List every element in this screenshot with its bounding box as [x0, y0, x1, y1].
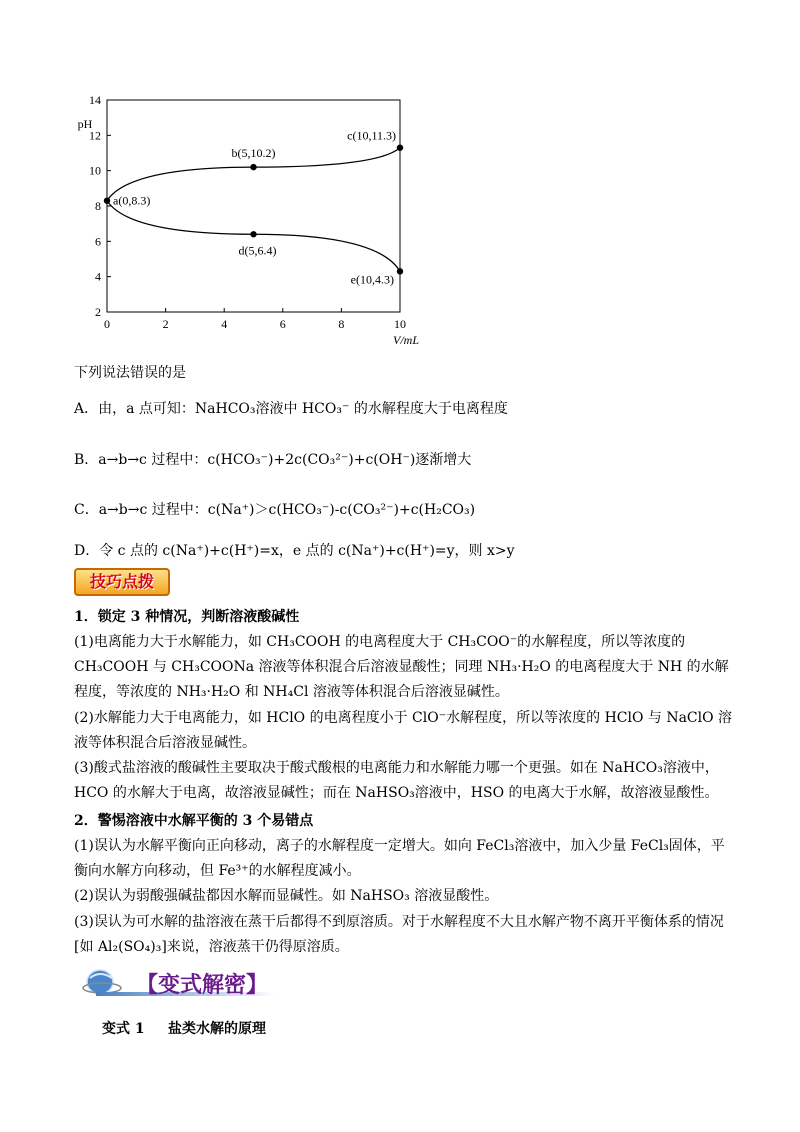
variant-label: 变式 1 — [102, 1021, 145, 1037]
y-tick-label: 4 — [95, 269, 101, 284]
x-tick-label: 0 — [104, 317, 110, 331]
data-point — [104, 198, 110, 204]
option-c: C．a→b→c 过程中：c(Na⁺)＞c(HCO₃⁻)-c(CO₃²⁻)+c(H₂CO₃) — [74, 502, 476, 518]
y-tick-label: 14 — [89, 93, 101, 107]
option-b: B．a→b→c 过程中：c(HCO₃⁻)+2c(CO₃²⁻)+c(OH⁻)逐渐增大 — [74, 452, 472, 468]
y-tick-label: 10 — [89, 163, 101, 178]
data-point-label: b(5,10.2) — [231, 146, 276, 161]
y-axis-label: pH — [77, 117, 93, 131]
x-tick-label: 10 — [394, 317, 406, 331]
data-point — [250, 164, 256, 170]
data-point-label: a(0,8.3) — [113, 193, 151, 208]
question-prompt: 下列说法错误的是 — [74, 365, 186, 381]
x-tick-label: 6 — [279, 317, 286, 331]
y-tick-label: 8 — [95, 199, 101, 213]
data-point — [397, 145, 403, 151]
section1-paragraph-2: (2)水解能力大于电离能力，如 HClO 的电离程度小于 ClO⁻水解程度，所以等浓度的 HClO 与 NaClO 溶液等体积混合后溶液显碱性。 — [74, 710, 733, 751]
y-tick-label: 6 — [95, 234, 101, 249]
data-point-label: e(10,4.3) — [350, 272, 394, 287]
data-point — [397, 268, 403, 274]
titration-chart — [60, 88, 440, 352]
x-tick-label: 2 — [162, 317, 169, 331]
section1-heading: 1．锁定 3 种情况，判断溶液酸碱性 — [74, 609, 300, 625]
x-tick-label: 4 — [221, 317, 228, 331]
banner-title: 【变式解密】 — [136, 973, 269, 998]
option-d: D．令 c 点的 c(Na⁺)+c(H⁺)=x，e 点的 c(Na⁺)+c(H⁺)=y，则 x>y — [74, 543, 515, 559]
x-tick-label: 8 — [338, 317, 345, 331]
x-axis-label: V/mL — [392, 333, 420, 347]
tip-badge-label: 技巧点拨 — [89, 572, 154, 591]
section2-heading: 2．警惕溶液中水解平衡的 3 个易错点 — [74, 813, 314, 829]
section2-paragraph-3: (3)误认为可水解的盐溶液在蒸干后都得不到原溶质。对于水解程度不大且水解产物不离开平衡体系的情况[如 Al₂(SO₄)₃]来说，溶液蒸干仍得原溶质。 — [74, 914, 724, 955]
section2-paragraph-2: (2)误认为弱酸强碱盐都因水解而显碱性。如 NaHSO₃ 溶液显酸性。 — [74, 888, 499, 904]
section1-paragraph-3: (3)酸式盐溶液的酸碱性主要取决于酸式酸根的电离能力和水解能力哪一个更强。如在 NaHCO₃溶液中，HCO 的水解大于电离，故溶液显碱性；而在 NaHSO₃溶液中，HSO 的电离大于水解，故溶液显酸性。 — [74, 760, 719, 801]
y-tick-label: 12 — [89, 128, 101, 143]
option-a: A．由，a 点可知：NaHCO₃溶液中 HCO₃⁻ 的水解程度大于电离程度 — [74, 401, 508, 417]
data-point-label: c(10,11.3) — [347, 128, 396, 143]
variant-title: 盐类水解的原理 — [168, 1021, 266, 1037]
section2-paragraph-1: (1)误认为水解平衡向正向移动，离子的水解程度一定增大。如向 FeCl₃溶液中，加入少量 FeCl₃固体，平衡向水解方向移动，但 Fe³⁺的水解程度减小。 — [74, 838, 725, 879]
tip-badge — [74, 568, 170, 596]
data-point — [250, 231, 256, 237]
y-tick-label: 2 — [95, 305, 101, 319]
section1-paragraph-1: (1)电离能力大于水解能力，如 CH₃COOH 的电离程度大于 CH₃COO⁻的水解程度，所以等浓度的 CH₃COOH 与 CH₃COONa 溶液等体积混合后溶液显酸性；同理 NH₃·H₂O 的电离程度大于 NH 的水解程度，等浓度的 NH₃·H₂O 和 NH₄Cl 溶液等体积混合后溶液显碱性。 — [74, 634, 729, 700]
data-point-label: d(5,6.4) — [238, 243, 277, 258]
